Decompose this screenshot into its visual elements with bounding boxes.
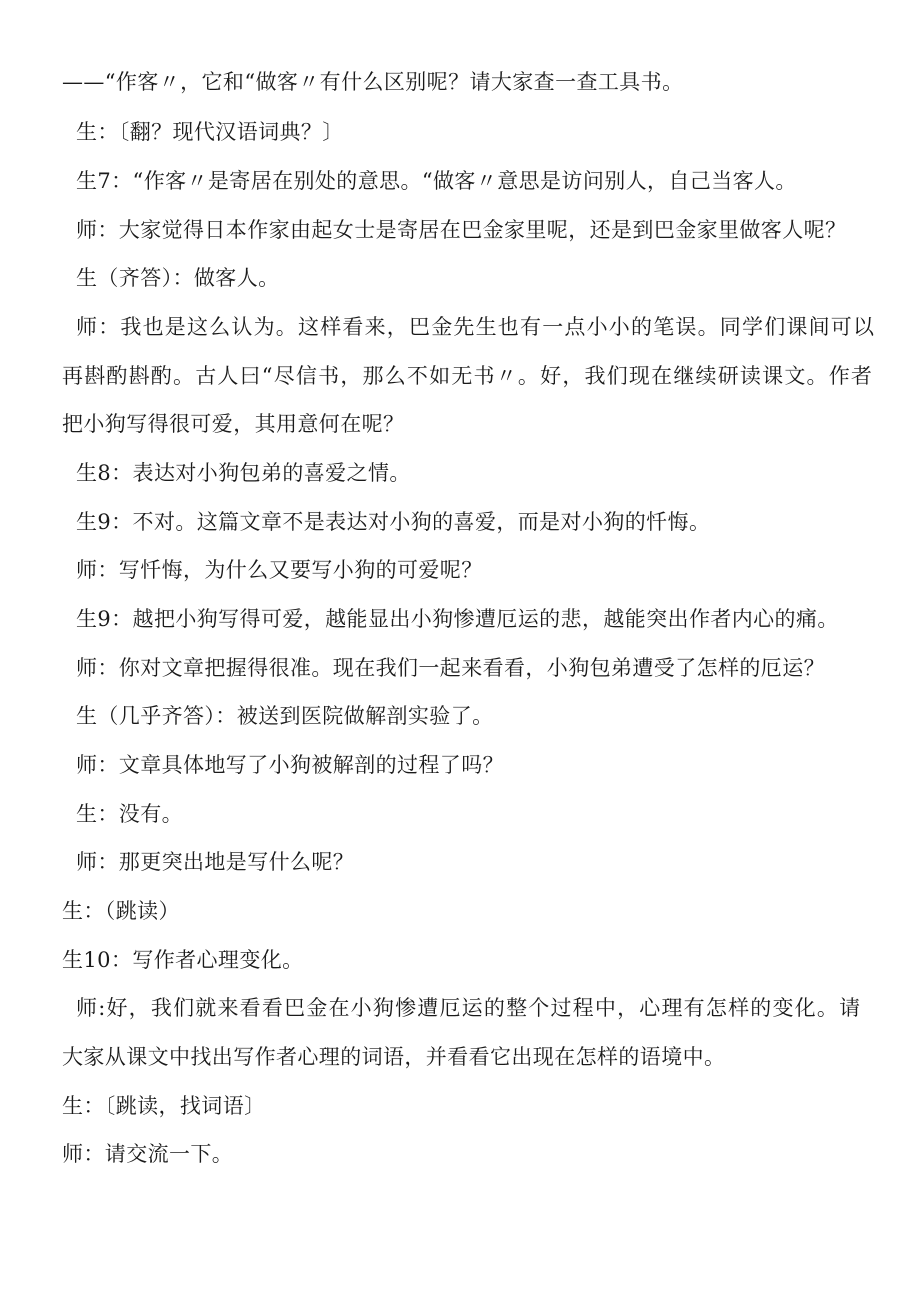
text-line-5: 生（齐答）：做客人。 [76,266,280,290]
text-line-13: 师：你对文章把握得很准。现在我们一起来看看，小狗包弟遭受了怎样的厄运？ [76,656,825,680]
text-line-17: 师：那更突出地是写什么呢？ [76,850,355,874]
text-line-22: 生：〔跳读，找词语〕 [62,1094,266,1118]
text-line-4: 师：大家觉得日本作家由起女士是寄居在巴金家里呢，还是到巴金家里做客人呢？ [76,218,847,242]
text-line-14: 生（几乎齐答）：被送到医院做解剖实验了。 [76,704,494,728]
text-line-12: 生9：越把小狗写得可爱，越能显出小狗惨遭厄运的悲，越能突出作者内心的痛。 [76,607,839,631]
text-line-6: 师：我也是这么认为。这样看来，巴金先生也有一点小小的笔误。同学们课间可以 [76,315,876,339]
text-line-20: 师:好，我们就来看看巴金在小狗惨遭厄运的整个过程中，心理有怎样的变化。请 [76,996,862,1020]
text-line-8: 把小狗写得很可爱，其用意何在呢？ [62,412,405,436]
text-line-18: 生：（跳读） [62,899,180,923]
text-line-3: 生7：“作客〃是寄居在别处的意思。“做客〃意思是访问别人，自己当客人。 [76,169,797,193]
text-line-10: 生9：不对。这篇文章不是表达对小狗的喜爱，而是对小狗的忏悔。 [76,510,711,534]
text-line-2: 生：〔翻？现代汉语词典？〕 [76,120,344,144]
text-line-21: 大家从课文中找出写作者心理的词语，并看看它出现在怎样的语境中。 [62,1045,726,1069]
text-line-7: 再斟酌斟酌。古人曰“尽信书，那么不如无书〃。好，我们现在继续研读课文。作者 [62,364,874,388]
text-line-15: 师：文章具体地写了小狗被解剖的过程了吗？ [76,753,504,777]
text-line-16: 生：没有。 [76,802,183,826]
text-line-11: 师：写忏悔，为什么又要写小狗的可爱呢？ [76,558,483,582]
text-line-23: 师：请交流一下。 [62,1142,234,1166]
text-line-19: 生10：写作者心理变化。 [62,948,304,972]
text-line-9: 生8：表达对小狗包弟的喜爱之情。 [76,461,411,485]
text-line-1: ——“作客〃，它和“做客〃有什么区别呢？请大家查一查工具书。 [62,70,684,94]
